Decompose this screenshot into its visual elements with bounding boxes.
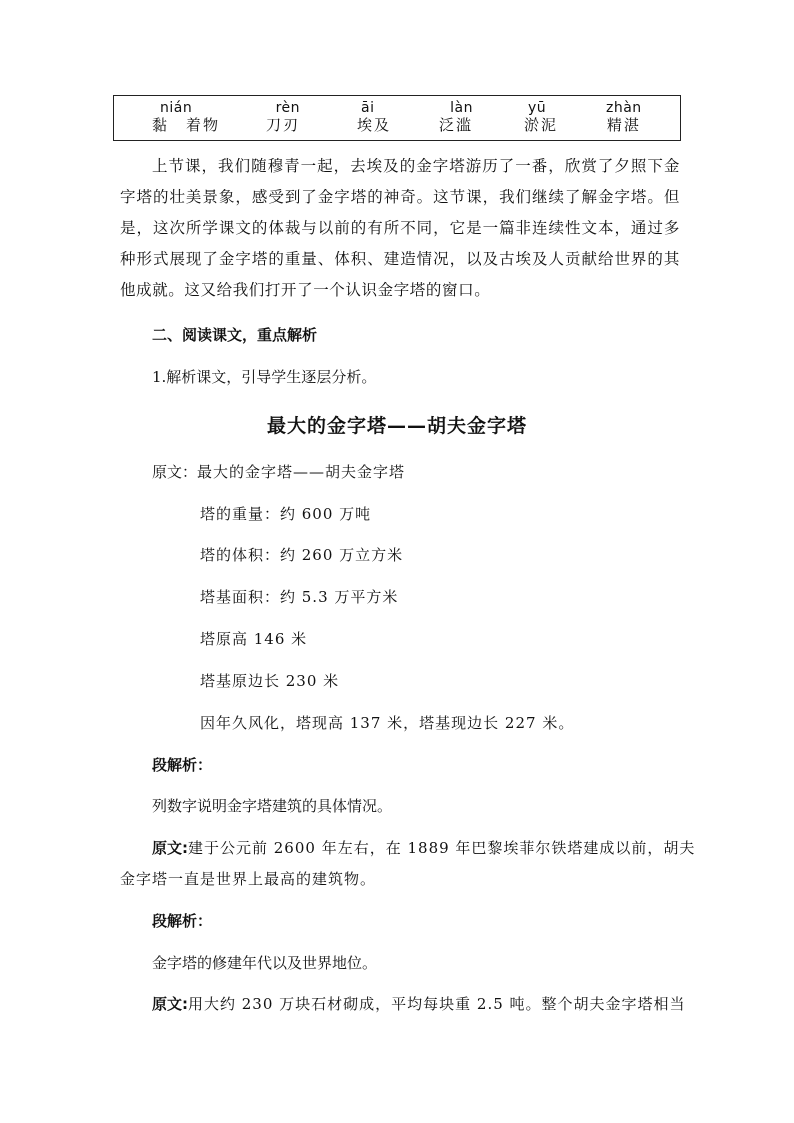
vocab-item (357, 100, 391, 134)
intro-paragraph: 上节课，我们随穆青一起，去埃及的金字塔游历了一番，欣赏了夕照下金字塔的壮美景象，感受到了金字塔的神奇。这节课，我们继续了解金字塔。但是，这次所学课文的体裁与以前的有所不同，它是一篇非连续性文本，通过多种形式展现了金字塔的重量、体积、建造情况，以及古埃及人贡献给世界的其他成就。这又给我们打开了一个认识金字塔的窗口。 (120, 157, 680, 299)
original-label: 原文： (152, 463, 198, 481)
original-label: 原文: (152, 995, 188, 1013)
vocab-item (439, 100, 473, 134)
article-title: 最大的金字塔——胡夫金字塔 (266, 415, 527, 437)
analysis-label: 段解析： (152, 756, 213, 774)
vocab-chars: 黏 着物 (152, 116, 221, 134)
original-1 (152, 462, 405, 482)
vocab-pinyin: làn (450, 100, 474, 116)
fact-line: 塔的重量：约 600 万吨 (200, 505, 372, 523)
original-text: 建于公元前 2600 年左右，在 1889 年巴黎埃菲尔铁塔建成以前，胡夫 (188, 839, 696, 857)
fact-line: 因年久风化，塔现高 137 米，塔基现边长 227 米。 (200, 714, 575, 732)
vocab-chars: 泛滥 (439, 116, 474, 134)
vocab-chars: 精湛 (606, 116, 641, 134)
vocab-item (524, 100, 558, 134)
vocab-item (152, 100, 220, 134)
vocab-table (113, 95, 681, 141)
vocab-item (266, 100, 300, 134)
fact-line: 塔基原边长 230 米 (200, 672, 340, 690)
vocab-item (606, 100, 642, 134)
original-2-line-2: 金字塔一直是世界上最高的建筑物。 (120, 870, 377, 888)
fact-line: 塔的体积：约 260 万立方米 (200, 546, 404, 564)
analysis-text: 金字塔的修建年代以及世界地位。 (152, 954, 378, 972)
fact-line: 塔基面积：约 5.3 万平方米 (200, 588, 399, 606)
original-3 (152, 994, 686, 1014)
original-text: 用大约 230 万块石材砌成，平均每块重 2.5 吨。整个胡夫金字塔相当 (188, 995, 686, 1013)
analysis-text: 列数字说明金字塔建筑的具体情况。 (152, 797, 393, 815)
section-heading: 二、阅读课文，重点解析 (152, 326, 318, 344)
vocab-pinyin: āi (361, 100, 375, 116)
vocab-pinyin: nián (160, 100, 193, 116)
vocab-pinyin: zhàn (606, 100, 642, 116)
analysis-label: 段解析： (152, 912, 213, 930)
step-1-text: 1.解析课文，引导学生逐层分析。 (152, 368, 377, 386)
original-text: 最大的金字塔——胡夫金字塔 (197, 463, 406, 481)
original-label: 原文: (152, 839, 188, 857)
vocab-chars: 刀刃 (266, 116, 301, 134)
vocab-chars: 淤泥 (524, 116, 559, 134)
vocab-chars: 埃及 (357, 116, 392, 134)
vocab-pinyin: rèn (275, 100, 301, 116)
fact-line: 塔原高 146 米 (200, 630, 308, 648)
original-2-line-1 (152, 838, 695, 858)
vocab-pinyin: yū (528, 100, 547, 116)
